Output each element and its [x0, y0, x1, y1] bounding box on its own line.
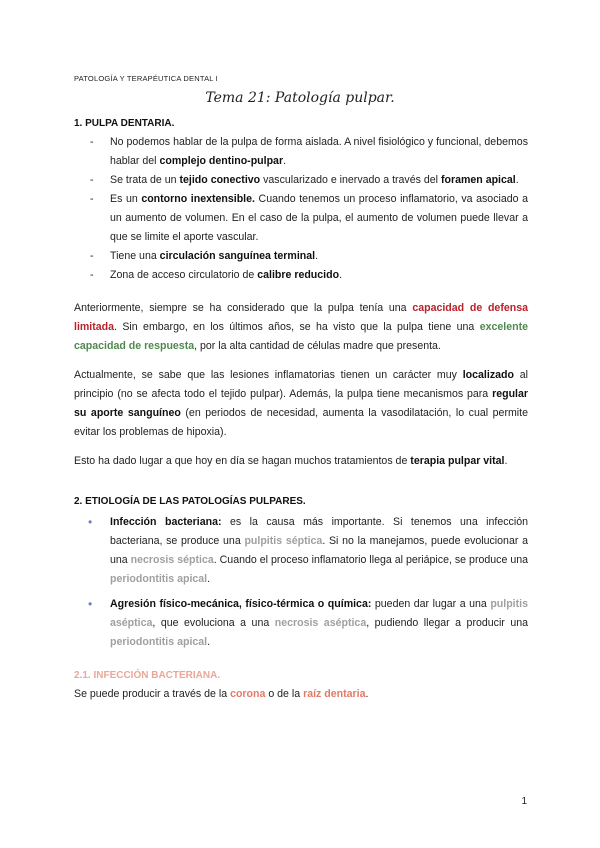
subsection-heading: 2.1. INFECCIÓN BACTERIANA. — [74, 670, 221, 681]
list-item: - Se trata de un tejido conectivo vascularizado e inervado a través del foramen apical. — [74, 171, 528, 190]
section-1-heading: 1. PULPA DENTARIA. — [74, 118, 175, 129]
list-item: - No podemos hablar de la pulpa de forma aislada. A nivel fisiológico y funcional, debemos hablar del complejo dentino-pulpar. — [74, 133, 528, 171]
document-body — [74, 117, 528, 704]
section-2-list — [74, 513, 528, 652]
section-2-heading: 2. ETIOLOGÍA DE LAS PATOLOGÍAS PULPARES. — [74, 496, 306, 507]
section-1-list — [74, 133, 528, 285]
paragraph: Esto ha dado lugar a que hoy en día se hagan muchos tratamientos de terapia pulpar vital. — [74, 455, 508, 467]
paragraph: Se puede producir a través de la corona o de la raíz dentaria. — [74, 688, 369, 700]
list-item: - Es un contorno inextensible. Cuando tenemos un proceso inflamatorio, va asociado a un aumento de volumen. En el caso de la pulpa, el aumento de volumen puede llevar a que se limite el aporte vascular. — [74, 190, 528, 247]
page-number: 1 — [521, 796, 527, 807]
list-item: • Infección bacteriana: es la causa más importante. Si tenemos una infección bacteriana, se produce una pulpitis séptica. Si no la manejamos, puede evolucionar a una necrosis séptica. Cuando el proceso inflamatorio llega al periápice, se produce una periodontitis apical. — [88, 515, 528, 585]
bullet-icon: • — [88, 515, 93, 529]
paragraph: Actualmente, se sabe que las lesiones inflamatorias tienen un carácter muy localizado al principio (no se afecta todo el tejido pulpar). Además, la pulpa tiene mecanismos para regular su aporte sanguíneo (en periodos de necesidad, aumenta la vasodilatación, lo cual permite evitar los problemas de hipoxia). — [74, 369, 528, 438]
list-item: • Agresión físico-mecánica, físico-térmica o química: pueden dar lugar a una pulpitis aséptica, que evoluciona a una necrosis aséptica, pudiendo llegar a producir una periodontitis apical. — [88, 597, 528, 648]
list-item: - Zona de acceso circulatorio de calibre reducido. — [74, 266, 528, 285]
paragraph: Anteriormente, siempre se ha considerado que la pulpa tenía una capacidad de defensa limitada. Sin embargo, en los últimos años, se ha visto que la pulpa tiene una excelente capacidad de respuesta, por la alta cantidad de células madre que presenta. — [74, 302, 529, 352]
bullet-icon: • — [88, 597, 93, 611]
running-header: PATOLOGÍA Y TERAPÉUTICA DENTAL I — [74, 74, 218, 83]
list-item: - Tiene una circulación sanguínea terminal. — [74, 247, 528, 266]
page-title: Tema 21: Patología pulpar. — [205, 90, 395, 106]
